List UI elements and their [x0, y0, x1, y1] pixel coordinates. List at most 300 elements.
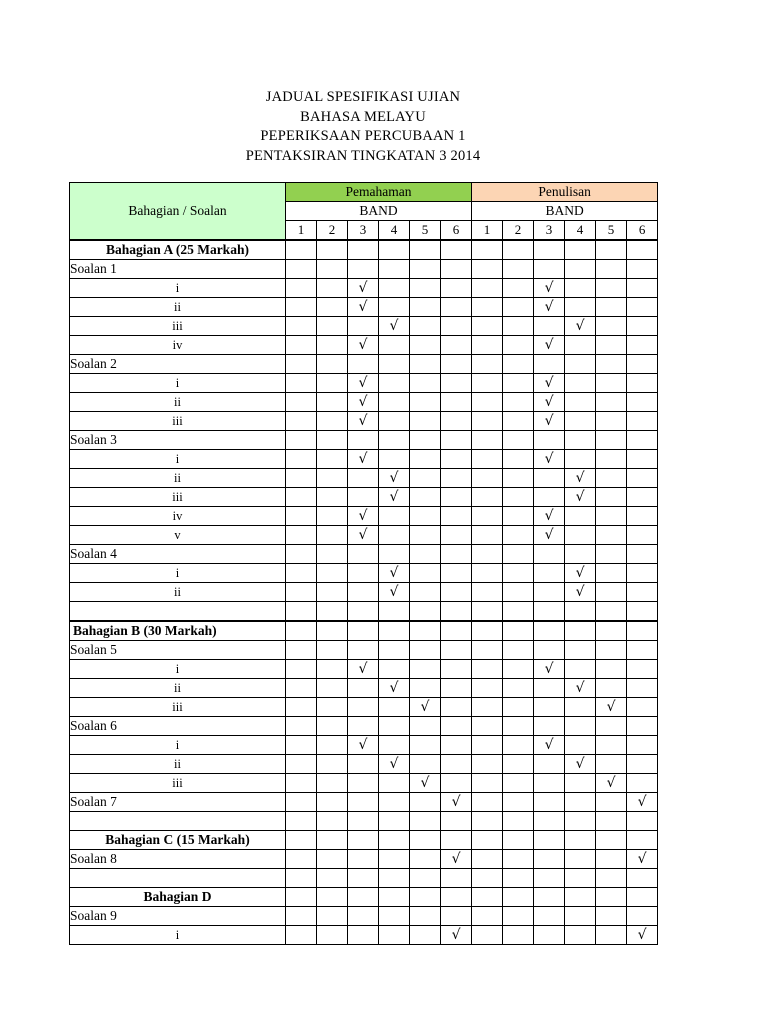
pemahaman-band-cell — [348, 260, 379, 279]
penulisan-band-cell — [472, 355, 503, 374]
penulisan-band-cell — [472, 507, 503, 526]
penulisan-check-mark: √ — [596, 774, 627, 793]
sub-question-label: iii — [70, 317, 286, 336]
penulisan-band-cell — [627, 755, 658, 774]
pemahaman-band-cell — [379, 526, 410, 545]
pemahaman-band-cell — [410, 469, 441, 488]
pemahaman-band-cell — [286, 526, 317, 545]
pemahaman-band-cell — [286, 926, 317, 945]
penulisan-band-cell — [596, 869, 627, 888]
penulisan-band-cell — [534, 812, 565, 831]
penulisan-band-cell — [596, 336, 627, 355]
pemahaman-band-cell — [379, 602, 410, 622]
penulisan-band-cell — [503, 869, 534, 888]
penulisan-band-cell — [565, 641, 596, 660]
pemahaman-check-mark: √ — [379, 755, 410, 774]
table-row — [70, 488, 658, 507]
penulisan-band-number: 6 — [627, 221, 658, 241]
penulisan-band-cell — [627, 240, 658, 260]
penulisan-band-cell — [503, 260, 534, 279]
penulisan-band-cell — [596, 660, 627, 679]
question-label: Soalan 2 — [70, 355, 286, 374]
pemahaman-band-cell — [348, 621, 379, 641]
pemahaman-band-cell — [441, 774, 472, 793]
penulisan-band-cell — [534, 431, 565, 450]
penulisan-check-mark: √ — [534, 736, 565, 755]
penulisan-band-cell — [534, 583, 565, 602]
penulisan-band-cell — [596, 298, 627, 317]
pemahaman-band-number: 1 — [286, 221, 317, 241]
pemahaman-band-cell — [379, 888, 410, 907]
penulisan-band-cell — [565, 507, 596, 526]
penulisan-band-cell — [503, 393, 534, 412]
pemahaman-band-cell — [317, 602, 348, 622]
pemahaman-check-mark: √ — [348, 374, 379, 393]
penulisan-band-cell — [503, 679, 534, 698]
pemahaman-band-cell — [348, 679, 379, 698]
question-label: Soalan 5 — [70, 641, 286, 660]
pemahaman-band-cell — [441, 260, 472, 279]
penulisan-band-cell — [503, 317, 534, 336]
penulisan-band-cell — [472, 755, 503, 774]
table-row — [70, 240, 658, 260]
penulisan-band-cell — [627, 774, 658, 793]
table-row — [70, 545, 658, 564]
penulisan-check-mark: √ — [565, 583, 596, 602]
penulisan-band-cell — [472, 545, 503, 564]
sub-question-label: i — [70, 660, 286, 679]
pemahaman-check-mark: √ — [348, 412, 379, 431]
penulisan-band-cell — [534, 850, 565, 869]
sub-question-label: iv — [70, 507, 286, 526]
penulisan-band-cell — [565, 793, 596, 812]
pemahaman-band-cell — [317, 774, 348, 793]
pemahaman-band-cell — [348, 317, 379, 336]
pemahaman-band-cell — [317, 698, 348, 717]
pemahaman-band-cell — [379, 507, 410, 526]
table-row — [70, 355, 658, 374]
pemahaman-band-cell — [410, 240, 441, 260]
pemahaman-band-cell — [441, 831, 472, 850]
pemahaman-band-cell — [410, 717, 441, 736]
pemahaman-band-cell — [286, 374, 317, 393]
pemahaman-band-cell — [286, 260, 317, 279]
penulisan-band-cell — [627, 412, 658, 431]
pemahaman-band-cell — [410, 412, 441, 431]
penulisan-band-cell — [472, 850, 503, 869]
penulisan-band-cell — [472, 317, 503, 336]
pemahaman-band-cell — [410, 488, 441, 507]
pemahaman-band-cell — [286, 583, 317, 602]
pemahaman-band-cell — [317, 907, 348, 926]
penulisan-band-cell — [627, 298, 658, 317]
penulisan-band-cell — [627, 450, 658, 469]
pemahaman-band-cell — [286, 412, 317, 431]
pemahaman-check-mark: √ — [410, 774, 441, 793]
sub-question-label: i — [70, 564, 286, 583]
pemahaman-check-mark: √ — [441, 926, 472, 945]
penulisan-band-cell — [503, 450, 534, 469]
table-row — [70, 736, 658, 755]
pemahaman-band-cell — [410, 564, 441, 583]
pemahaman-band-cell — [441, 660, 472, 679]
penulisan-band-cell — [503, 907, 534, 926]
pemahaman-band-cell — [379, 336, 410, 355]
pemahaman-band-cell — [410, 336, 441, 355]
penulisan-band-cell — [472, 431, 503, 450]
penulisan-band-cell — [596, 641, 627, 660]
penulisan-band-cell — [627, 888, 658, 907]
table-row — [70, 774, 658, 793]
table-row — [70, 850, 658, 869]
pemahaman-band-cell — [410, 545, 441, 564]
pemahaman-band-cell — [410, 812, 441, 831]
pemahaman-band-cell — [379, 850, 410, 869]
pemahaman-band-cell — [441, 641, 472, 660]
penulisan-band-cell — [503, 240, 534, 260]
pemahaman-band-cell — [410, 507, 441, 526]
pemahaman-band-cell — [410, 450, 441, 469]
penulisan-band-cell — [596, 812, 627, 831]
penulisan-band-cell — [472, 393, 503, 412]
pemahaman-band-cell — [348, 812, 379, 831]
penulisan-band-cell — [596, 907, 627, 926]
table-row — [70, 564, 658, 583]
penulisan-band-cell — [472, 564, 503, 583]
penulisan-band-cell — [596, 736, 627, 755]
penulisan-band-cell — [596, 717, 627, 736]
penulisan-band-cell — [503, 641, 534, 660]
penulisan-band-cell — [565, 526, 596, 545]
penulisan-band-cell — [472, 450, 503, 469]
pemahaman-check-mark: √ — [348, 279, 379, 298]
pemahaman-band-cell — [348, 793, 379, 812]
pemahaman-band-cell — [379, 412, 410, 431]
penulisan-band-cell — [627, 317, 658, 336]
pemahaman-band-cell — [348, 583, 379, 602]
penulisan-band-cell — [627, 526, 658, 545]
sub-question-label: i — [70, 450, 286, 469]
penulisan-band-cell — [472, 641, 503, 660]
penulisan-band-cell — [503, 602, 534, 622]
blank-cell — [70, 869, 286, 888]
pemahaman-band-cell — [317, 488, 348, 507]
penulisan-band-cell — [503, 355, 534, 374]
penulisan-check-mark: √ — [627, 793, 658, 812]
pemahaman-band-cell — [317, 355, 348, 374]
pemahaman-band-cell — [441, 812, 472, 831]
penulisan-band-cell — [472, 907, 503, 926]
pemahaman-band-cell — [286, 736, 317, 755]
penulisan-band-cell — [565, 717, 596, 736]
pemahaman-band-cell — [317, 545, 348, 564]
penulisan-band-cell — [503, 831, 534, 850]
pemahaman-band-cell — [379, 374, 410, 393]
question-label: Soalan 1 — [70, 260, 286, 279]
pemahaman-band-cell — [348, 698, 379, 717]
penulisan-band-cell — [596, 679, 627, 698]
table-row — [70, 507, 658, 526]
pemahaman-band-cell — [379, 831, 410, 850]
penulisan-band-cell — [627, 907, 658, 926]
penulisan-check-mark: √ — [534, 393, 565, 412]
sub-question-label: ii — [70, 583, 286, 602]
penulisan-band-cell — [596, 888, 627, 907]
penulisan-band-cell — [503, 545, 534, 564]
pemahaman-band-cell — [410, 374, 441, 393]
penulisan-band-cell — [596, 412, 627, 431]
table-row — [70, 412, 658, 431]
penulisan-band-cell — [627, 336, 658, 355]
penulisan-band-cell — [565, 412, 596, 431]
penulisan-band-cell — [472, 926, 503, 945]
pemahaman-band-cell — [286, 869, 317, 888]
penulisan-band-cell — [596, 545, 627, 564]
pemahaman-check-mark: √ — [441, 793, 472, 812]
pemahaman-band-number: 2 — [317, 221, 348, 241]
penulisan-header: Penulisan — [472, 183, 658, 202]
penulisan-check-mark: √ — [565, 488, 596, 507]
pemahaman-band-cell — [441, 317, 472, 336]
penulisan-band-cell — [627, 583, 658, 602]
pemahaman-band-cell — [286, 774, 317, 793]
sub-question-label: iii — [70, 774, 286, 793]
pemahaman-band-cell — [286, 545, 317, 564]
pemahaman-band-cell — [348, 717, 379, 736]
pemahaman-check-mark: √ — [379, 679, 410, 698]
pemahaman-band-header: BAND — [286, 202, 472, 221]
penulisan-band-cell — [565, 869, 596, 888]
pemahaman-band-number: 3 — [348, 221, 379, 241]
penulisan-band-cell — [627, 602, 658, 622]
table-row — [70, 374, 658, 393]
pemahaman-band-cell — [286, 660, 317, 679]
penulisan-band-cell — [534, 317, 565, 336]
title-line-4: PENTAKSIRAN TINGKATAN 3 2014 — [245, 147, 481, 164]
penulisan-band-cell — [596, 355, 627, 374]
pemahaman-band-cell — [379, 621, 410, 641]
penulisan-band-cell — [472, 374, 503, 393]
penulisan-band-cell — [472, 888, 503, 907]
penulisan-band-cell — [503, 926, 534, 945]
penulisan-band-cell — [503, 507, 534, 526]
table-row — [70, 698, 658, 717]
pemahaman-band-cell — [410, 317, 441, 336]
pemahaman-band-cell — [317, 564, 348, 583]
penulisan-band-cell — [596, 374, 627, 393]
title-line-3: PEPERIKSAAN PERCUBAAN 1 — [260, 128, 466, 144]
pemahaman-band-cell — [379, 660, 410, 679]
question-label: Soalan 8 — [70, 850, 286, 869]
penulisan-band-cell — [534, 698, 565, 717]
question-label: Soalan 6 — [70, 717, 286, 736]
penulisan-band-cell — [596, 755, 627, 774]
pemahaman-band-cell — [410, 583, 441, 602]
penulisan-band-cell — [534, 926, 565, 945]
penulisan-band-cell — [596, 469, 627, 488]
penulisan-check-mark: √ — [565, 469, 596, 488]
pemahaman-band-cell — [317, 736, 348, 755]
table-row — [70, 812, 658, 831]
pemahaman-band-cell — [379, 717, 410, 736]
pemahaman-band-cell — [379, 279, 410, 298]
penulisan-band-cell — [534, 793, 565, 812]
penulisan-band-number: 4 — [565, 221, 596, 241]
penulisan-band-cell — [565, 660, 596, 679]
penulisan-band-cell — [596, 793, 627, 812]
pemahaman-band-cell — [410, 736, 441, 755]
penulisan-check-mark: √ — [534, 279, 565, 298]
penulisan-band-cell — [472, 260, 503, 279]
penulisan-band-cell — [472, 279, 503, 298]
sub-question-label: iii — [70, 488, 286, 507]
penulisan-band-cell — [596, 393, 627, 412]
pemahaman-band-cell — [286, 679, 317, 698]
question-label: Soalan 3 — [70, 431, 286, 450]
pemahaman-band-cell — [317, 374, 348, 393]
penulisan-band-cell — [627, 431, 658, 450]
table-row — [70, 621, 658, 641]
penulisan-band-number: 5 — [596, 221, 627, 241]
penulisan-band-cell — [503, 717, 534, 736]
penulisan-check-mark: √ — [534, 298, 565, 317]
table-row — [70, 717, 658, 736]
penulisan-band-cell — [627, 279, 658, 298]
pemahaman-check-mark: √ — [379, 469, 410, 488]
pemahaman-band-cell — [348, 564, 379, 583]
penulisan-band-cell — [503, 621, 534, 641]
penulisan-band-cell — [472, 698, 503, 717]
penulisan-band-cell — [596, 450, 627, 469]
penulisan-band-cell — [596, 564, 627, 583]
pemahaman-band-cell — [317, 240, 348, 260]
penulisan-band-cell — [565, 831, 596, 850]
pemahaman-check-mark: √ — [348, 507, 379, 526]
penulisan-band-cell — [503, 850, 534, 869]
penulisan-band-cell — [596, 583, 627, 602]
table-row — [70, 793, 658, 812]
penulisan-band-cell — [534, 679, 565, 698]
penulisan-band-cell — [565, 774, 596, 793]
penulisan-band-cell — [472, 660, 503, 679]
penulisan-band-cell — [472, 240, 503, 260]
penulisan-band-cell — [596, 926, 627, 945]
penulisan-band-cell — [472, 526, 503, 545]
penulisan-band-cell — [596, 831, 627, 850]
table-row — [70, 888, 658, 907]
pemahaman-band-cell — [286, 488, 317, 507]
penulisan-band-cell — [534, 355, 565, 374]
pemahaman-band-cell — [286, 393, 317, 412]
penulisan-band-cell — [627, 717, 658, 736]
section-label: Bahagian B (30 Markah) — [70, 621, 286, 641]
sub-question-label: ii — [70, 393, 286, 412]
pemahaman-band-cell — [317, 717, 348, 736]
pemahaman-band-cell — [317, 812, 348, 831]
penulisan-band-cell — [472, 717, 503, 736]
penulisan-band-cell — [627, 831, 658, 850]
question-label: Soalan 9 — [70, 907, 286, 926]
penulisan-band-cell — [534, 545, 565, 564]
pemahaman-band-cell — [441, 888, 472, 907]
pemahaman-band-cell — [410, 755, 441, 774]
pemahaman-band-cell — [379, 431, 410, 450]
pemahaman-band-cell — [286, 602, 317, 622]
penulisan-band-cell — [472, 488, 503, 507]
section-label: Bahagian A (25 Markah) — [70, 240, 286, 260]
penulisan-band-cell — [503, 564, 534, 583]
pemahaman-band-cell — [410, 850, 441, 869]
penulisan-band-cell — [472, 412, 503, 431]
penulisan-check-mark: √ — [534, 374, 565, 393]
pemahaman-band-cell — [317, 869, 348, 888]
pemahaman-band-cell — [441, 336, 472, 355]
pemahaman-band-cell — [441, 698, 472, 717]
table-body — [70, 240, 658, 945]
pemahaman-band-cell — [286, 812, 317, 831]
sub-question-label: iii — [70, 698, 286, 717]
penulisan-band-cell — [534, 621, 565, 641]
pemahaman-band-cell — [441, 279, 472, 298]
table-row — [70, 450, 658, 469]
penulisan-band-number: 1 — [472, 221, 503, 241]
penulisan-band-cell — [565, 374, 596, 393]
table-row — [70, 602, 658, 622]
sub-question-label: i — [70, 374, 286, 393]
penulisan-band-cell — [627, 812, 658, 831]
penulisan-band-cell — [472, 869, 503, 888]
pemahaman-band-cell — [317, 831, 348, 850]
pemahaman-band-cell — [379, 260, 410, 279]
sub-question-label: i — [70, 926, 286, 945]
penulisan-band-cell — [627, 469, 658, 488]
penulisan-band-cell — [472, 602, 503, 622]
pemahaman-band-cell — [410, 660, 441, 679]
pemahaman-band-cell — [379, 926, 410, 945]
penulisan-band-cell — [534, 755, 565, 774]
table-row — [70, 641, 658, 660]
pemahaman-band-cell — [379, 869, 410, 888]
penulisan-band-cell — [596, 431, 627, 450]
pemahaman-band-cell — [317, 469, 348, 488]
pemahaman-band-cell — [410, 298, 441, 317]
penulisan-band-cell — [565, 393, 596, 412]
penulisan-band-cell — [596, 488, 627, 507]
pemahaman-band-cell — [286, 755, 317, 774]
penulisan-band-cell — [503, 698, 534, 717]
pemahaman-band-cell — [410, 526, 441, 545]
pemahaman-band-cell — [441, 412, 472, 431]
penulisan-check-mark: √ — [534, 526, 565, 545]
pemahaman-band-cell — [286, 907, 317, 926]
sub-question-label: i — [70, 279, 286, 298]
penulisan-band-cell — [596, 317, 627, 336]
penulisan-band-cell — [627, 641, 658, 660]
pemahaman-band-cell — [379, 298, 410, 317]
table-row — [70, 298, 658, 317]
penulisan-band-cell — [503, 374, 534, 393]
pemahaman-band-cell — [348, 850, 379, 869]
penulisan-band-cell — [503, 736, 534, 755]
penulisan-band-cell — [565, 298, 596, 317]
pemahaman-band-cell — [379, 240, 410, 260]
pemahaman-band-cell — [348, 888, 379, 907]
pemahaman-band-cell — [379, 450, 410, 469]
section-label: Bahagian D — [70, 888, 286, 907]
table-row — [70, 469, 658, 488]
penulisan-band-cell — [472, 583, 503, 602]
pemahaman-band-cell — [441, 374, 472, 393]
